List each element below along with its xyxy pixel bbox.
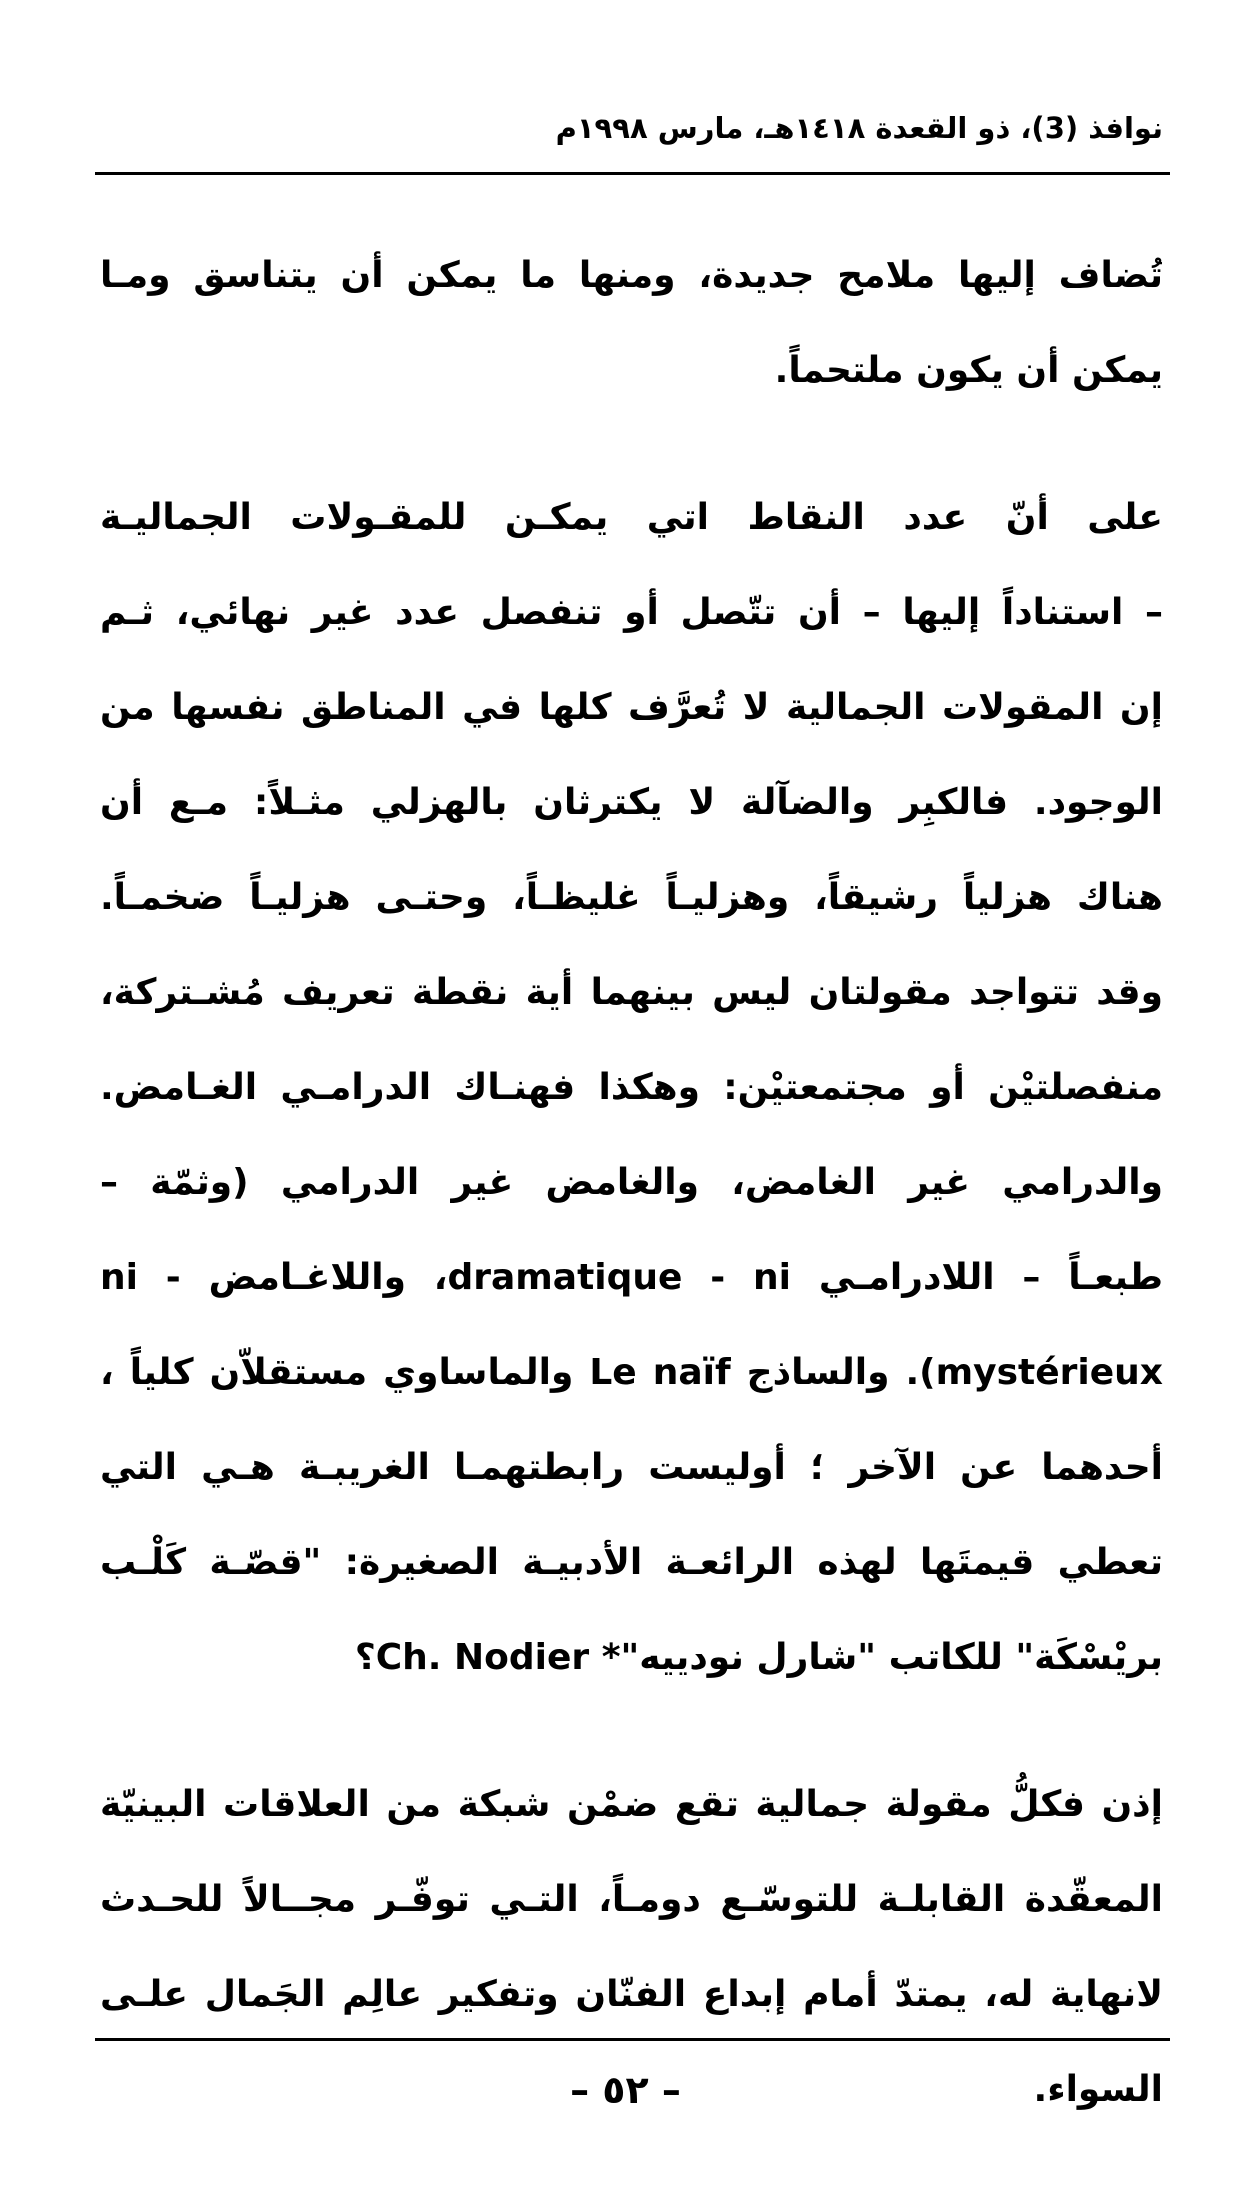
text-line: والدرامي غير الغامض، والغامض غير الدرامي (وثمّة – <box>100 1162 1163 1203</box>
paragraph-2 <box>100 470 1163 1705</box>
text-line: أحدهما عن الآخر ؛ أوليست رابطتهمـا الغريبـة هـي التي <box>100 1447 1163 1488</box>
text-line: طبعـاً – اللادرامـي dramatique - ni، واللاغـامض - ni <box>100 1257 1163 1298</box>
running-header: نوافذ (3)، ذو القعدة ١٤١٨هـ، مارس ١٩٩٨م <box>555 111 1163 145</box>
text-line: السواء. <box>1033 2069 1163 2110</box>
text-line: إذن فكلُّ مقولة جمالية تقع ضمْن شبكة من العلاقات البينيّة <box>100 1784 1163 1825</box>
text-line: لانهاية له، يمتدّ أمام إبداع الفنّان وتفكير عالِم الجَمال علـى <box>100 1974 1163 2015</box>
text-line: على أنّ عدد النقاط اتي يمكـن للمقـولات الجماليـة <box>100 497 1163 538</box>
text-line: بريْسْكَة" للكاتب "شارل نودييه"* Ch. Nodier؟ <box>354 1637 1163 1678</box>
text-line: إن المقولات الجمالية لا تُعرَّف كلها في المناطق نفسها من <box>100 687 1163 728</box>
text-line: الوجود. فالكبِر والضآلة لا يكترثان بالهزلي مثـلاً: مـع أن <box>100 782 1163 823</box>
header-rule <box>95 172 1170 175</box>
text-line: منفصلتيْن أو مجتمعتيْن: وهكذا فهنـاك الدرامـي الغـامض. <box>100 1067 1163 1108</box>
text-line: المعقّدة القابلـة للتوسّـع دومـاً، التـي توفّـر مجــالاً للحـدث <box>100 1879 1163 1920</box>
page-number: – ٥٢ – <box>570 2068 681 2112</box>
text-line: تُضاف إليها ملامح جديدة، ومنها ما يمكن أن يتناسق ومـا <box>100 255 1163 296</box>
text-line: تعطي قيمتَها لهذه الرائعـة الأدبيـة الصغيرة: "قصّـة كَلْـب <box>100 1542 1163 1583</box>
text-line: mystérieux). والساذج Le naïf والماساوي مستقلاّن كلياً ، <box>100 1352 1163 1393</box>
text-line: هناك هزلياً رشيقاً، وهزليـاً غليظـاً، وحتـى هزليـاً ضخمـاً. <box>100 877 1163 918</box>
text-line: يمكن أن يكون ملتحماً. <box>774 350 1163 391</box>
paragraph-1 <box>100 228 1163 418</box>
footer-rule <box>95 2038 1170 2041</box>
text-line: – استناداً إليها – أن تتّصل أو تنفصل عدد غير نهائي، ثـم <box>100 592 1163 633</box>
page-body <box>100 228 1163 2137</box>
text-line: وقد تتواجد مقولتان ليس بينهما أية نقطة تعريف مُشـتركة، <box>100 972 1163 1013</box>
